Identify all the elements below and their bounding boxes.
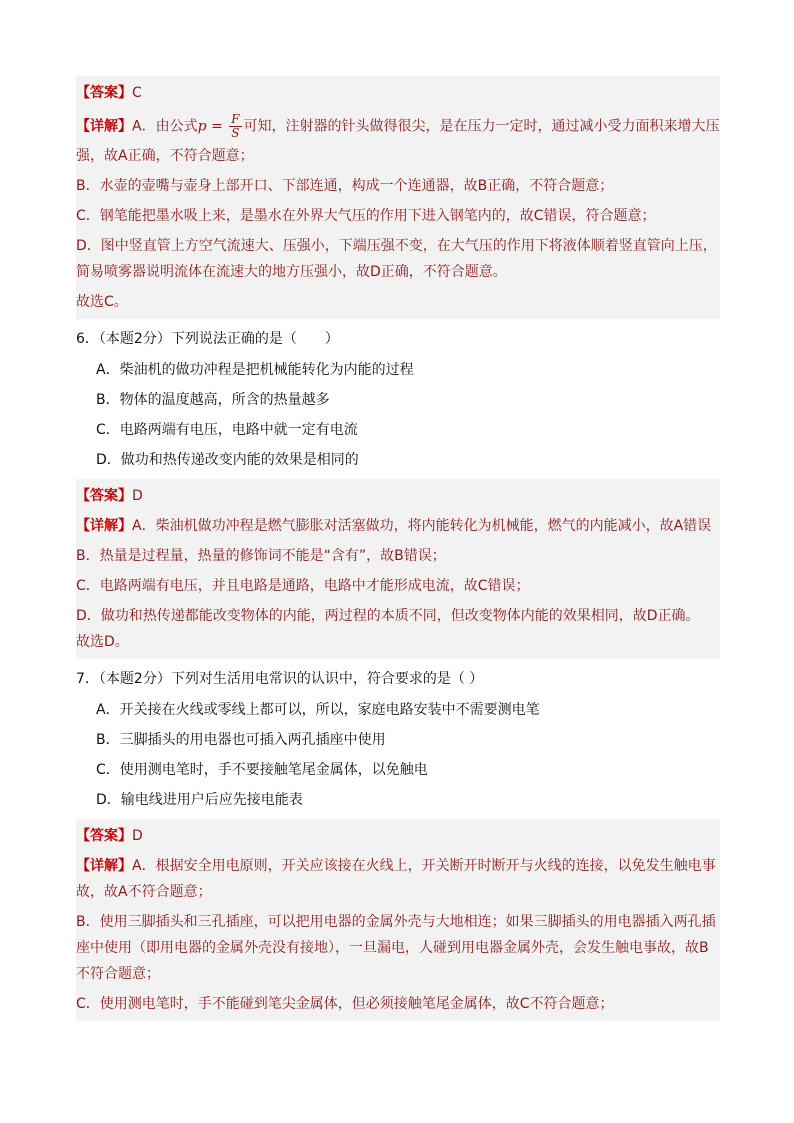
question-7-option-a: A．开关接在火线或零线上都可以，所以，家庭电路安装中不需要测电笔 [96,702,540,718]
question-7-stem: 7．（本题2分）下列对生活用电常识的认识中，符合要求的是（ ） [76,671,484,687]
formula-denominator: S [231,126,240,140]
q5-detail-c: C．钢笔能把墨水吸上来，是墨水在外界大气压的作用下进入钢笔内的，故C错误，符合题意； [76,208,656,224]
q6-detail-b: B．热量是过程量，热量的修饰词不能是“含有”，故B错误； [76,548,446,564]
document-page [76,76,720,1021]
detail-label: 【详解】 [76,518,132,534]
q5-detail-b: B．水壶的壶嘴与壶身上部开口、下部连通，构成一个连通器，故B正确，不符合题意； [76,178,614,194]
formula-equals: = [206,118,228,135]
answer-value: D [132,488,143,504]
detail-text: A．根据安全用电原则，开关应该接在火线上，开关断开时断开与火线的连接，以免发生触电事 [132,858,716,874]
q6-detail-c: C．电路两端有电压，并且电路是通路，电路中才能形成电流，故C错误； [76,578,530,594]
q5-conclusion: 故选C。 [76,294,128,310]
formula-numerator: F [231,112,240,126]
q5-answer-line [76,78,720,108]
answer-label: 【答案】 [76,488,132,504]
question-7-option-d: D．输电线进用户后应先接电能表 [96,792,303,808]
formula-p: p [197,118,207,135]
question-6 [76,319,720,475]
answer-label: 【答案】 [76,828,132,844]
detail-text: 可知，注射器的针头做得很尖，是在压力一定时，通过减小受力面积来增大压 [243,118,720,135]
detail-text: A．由公式 [132,118,198,135]
question-6-option-c: C．电路两端有电压，电路中就一定有电流 [96,422,358,438]
question-7-option-b: B．三脚插头的用电器也可插入两孔插座中使用 [96,732,386,748]
q7-answer-block [76,819,720,1021]
q7-detail-b3: 不符合题意； [76,966,160,982]
formula-fraction [229,113,241,140]
q6-detail-a [76,511,720,541]
q6-conclusion: 故选D。 [76,634,129,650]
answer-label: 【答案】 [76,85,132,101]
detail-text: A．柴油机做功冲程是燃气膨胀对活塞做功，将内能转化为机械能，燃气的内能减小，故A错误 [132,518,712,534]
q6-answer-block [76,479,720,659]
answer-value: D [132,828,143,844]
detail-label: 【详解】 [76,118,132,135]
q7-detail-b2: 座中使用（即用电器的金属外壳没有接地），一旦漏电，人碰到用电器金属外壳，会发生触电事故，故B [76,940,709,956]
question-6-stem: 6．（本题2分）下列说法正确的是（ ） [76,331,339,347]
q7-detail-c: C．使用测电笔时，手不能碰到笔尖金属体，但必须接触笔尾金属体，故C不符合题意； [76,996,614,1012]
q6-detail-d: D．做功和热传递都能改变物体的内能，两过程的本质不同，但改变物体内能的效果相同，故D正确。 [76,608,700,624]
q7-detail-b1: B．使用三脚插头和三孔插座，可以把用电器的金属外壳与大地相连；如果三脚插头的用电器插入两孔插 [76,914,716,930]
q6-answer-line [76,481,720,511]
question-7-option-c: C．使用测电笔时，手不要接触笔尾金属体，以免触电 [96,762,428,778]
detail-label: 【详解】 [76,858,132,874]
q7-detail-a1 [76,851,720,881]
q5-detail-d2: 简易喷雾器说明流体在流速大的地方压强小，故D正确，不符合题意。 [76,264,507,280]
answer-value: C [132,85,142,101]
q7-answer-line [76,821,720,851]
q5-detail-d1: D．图中竖直管上方空气流速大、压强小，下端压强不变，在大气压的作用下将液体顺着竖直管向上压， [76,238,717,254]
question-6-option-b: B．物体的温度越高，所含的热量越多 [96,392,330,408]
question-7 [76,659,720,815]
q5-detail-a [76,108,720,145]
q5-detail-a-cont: 强，故A正确，不符合题意； [76,148,254,164]
q5-answer-block [76,76,720,319]
question-6-option-a: A．柴油机的做功冲程是把机械能转化为内能的过程 [96,362,414,378]
q7-detail-a2: 故，故A不符合题意； [76,884,212,900]
question-6-option-d: D．做功和热传递改变内能的效果是相同的 [96,452,359,468]
